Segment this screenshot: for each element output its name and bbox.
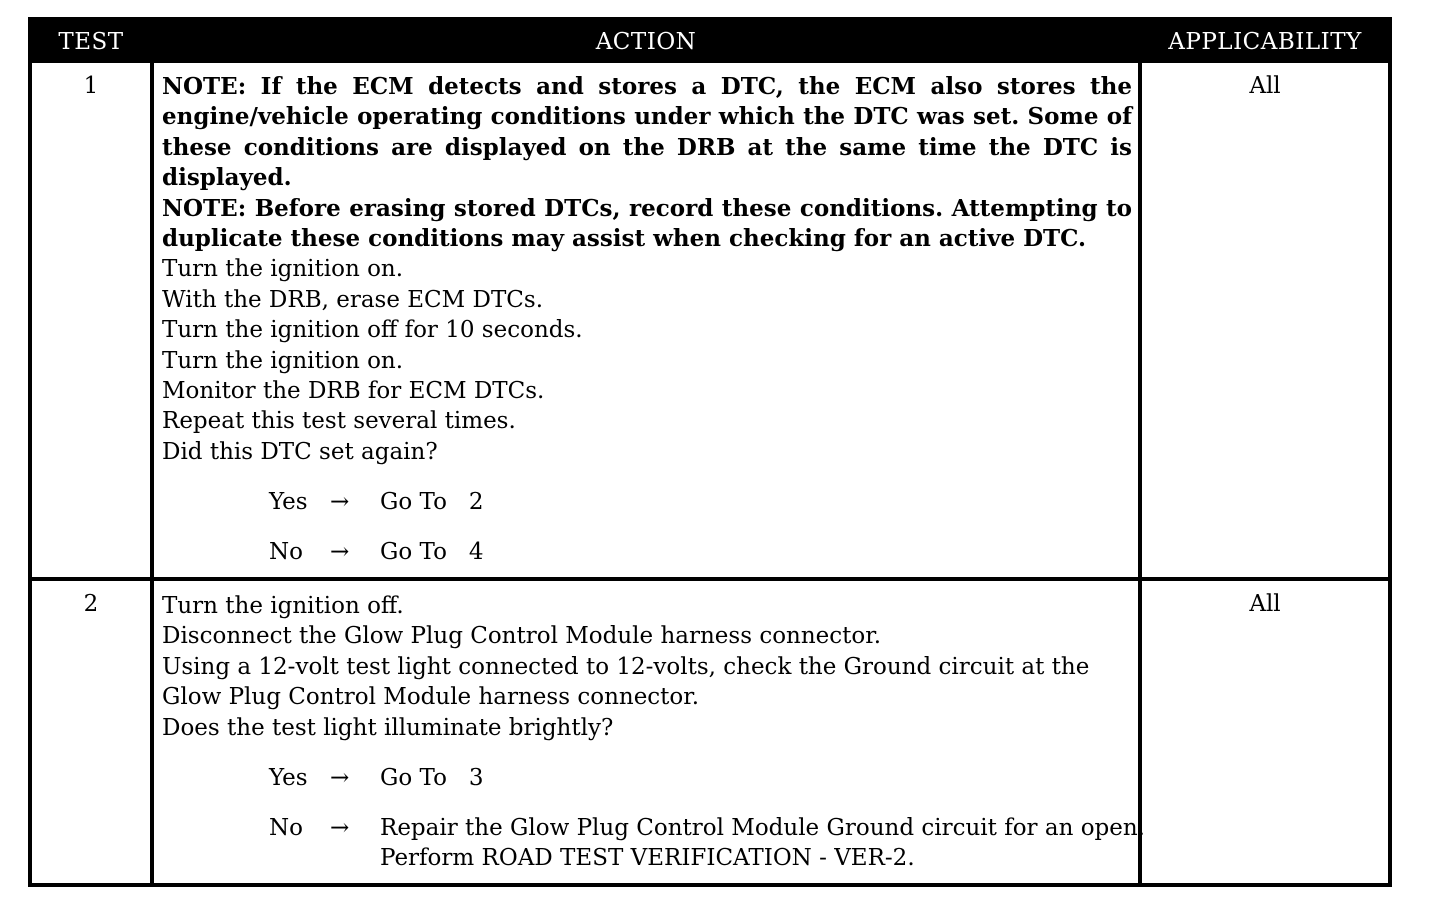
answer-label: No: [269, 815, 303, 842]
row-divider: [32, 577, 1388, 581]
action-cell: [162, 72, 1132, 567]
diagnostic-test-table: [28, 17, 1392, 887]
answer-label: No: [269, 539, 303, 566]
step-text: Turn the ignition off for 10 seconds.: [162, 317, 583, 344]
answer-destination: Go To 2: [380, 489, 484, 516]
step-text: Monitor the DRB for ECM DTCs.: [162, 378, 545, 405]
applicability-value: All: [1249, 591, 1281, 617]
test-number: 2: [83, 591, 99, 617]
column-divider: [150, 63, 154, 887]
column-divider: [1138, 63, 1142, 887]
answer-destination-continued: Perform ROAD TEST VERIFICATION - VER-2.: [380, 845, 915, 872]
answer-label: Yes: [269, 765, 308, 792]
question-text: Did this DTC set again?: [162, 438, 438, 465]
test-number: 1: [83, 73, 99, 99]
right-arrow-icon: →: [330, 539, 350, 566]
action-cell: [162, 591, 1145, 873]
header-applicability: APPLICABILITY: [1168, 29, 1362, 55]
answer-yes: [162, 763, 1132, 793]
step-text: Repeat this test several times.: [162, 408, 516, 435]
step-text: With the DRB, erase ECM DTCs.: [162, 286, 544, 313]
answer-destination: Repair the Glow Plug Control Module Ground circuit for an open.: [380, 815, 1145, 842]
applicability-value: All: [1249, 73, 1281, 99]
answer-label: Yes: [269, 489, 308, 516]
right-arrow-icon: →: [330, 765, 350, 792]
answer-yes: [162, 487, 1132, 517]
answer-destination: Go To 3: [380, 765, 484, 792]
right-arrow-icon: →: [330, 815, 350, 842]
step-text: Turn the ignition on.: [162, 347, 404, 374]
note-text: NOTE: If the ECM detects and stores a DTC, the ECM also stores the engine/vehicle operating conditions under which the DTC was set. Some of these conditions are displayed on the DRB at the same time the DTC is displayed.: [162, 73, 1132, 192]
step-text: Disconnect the Glow Plug Control Module harness connector.: [162, 623, 882, 650]
answer-no: [162, 813, 1145, 873]
answer-destination: Go To 4: [380, 539, 484, 566]
table-header: [32, 21, 1388, 63]
answer-no: [162, 537, 1132, 567]
step-text: Turn the ignition off.: [162, 593, 404, 619]
step-text: Turn the ignition on.: [162, 256, 404, 283]
question-text: Does the test light illuminate brightly?: [162, 714, 614, 741]
note-text: NOTE: Before erasing stored DTCs, record these conditions. Attempting to duplicate these conditions may assist when checking for an active DTC.: [162, 194, 1132, 253]
step-text: Using a 12-volt test light connected to 12-volts, check the Ground circuit at the Glow Plug Control Module harness connector.: [162, 653, 1090, 711]
header-test: TEST: [58, 29, 124, 55]
header-action: ACTION: [595, 29, 697, 55]
right-arrow-icon: →: [330, 489, 350, 516]
